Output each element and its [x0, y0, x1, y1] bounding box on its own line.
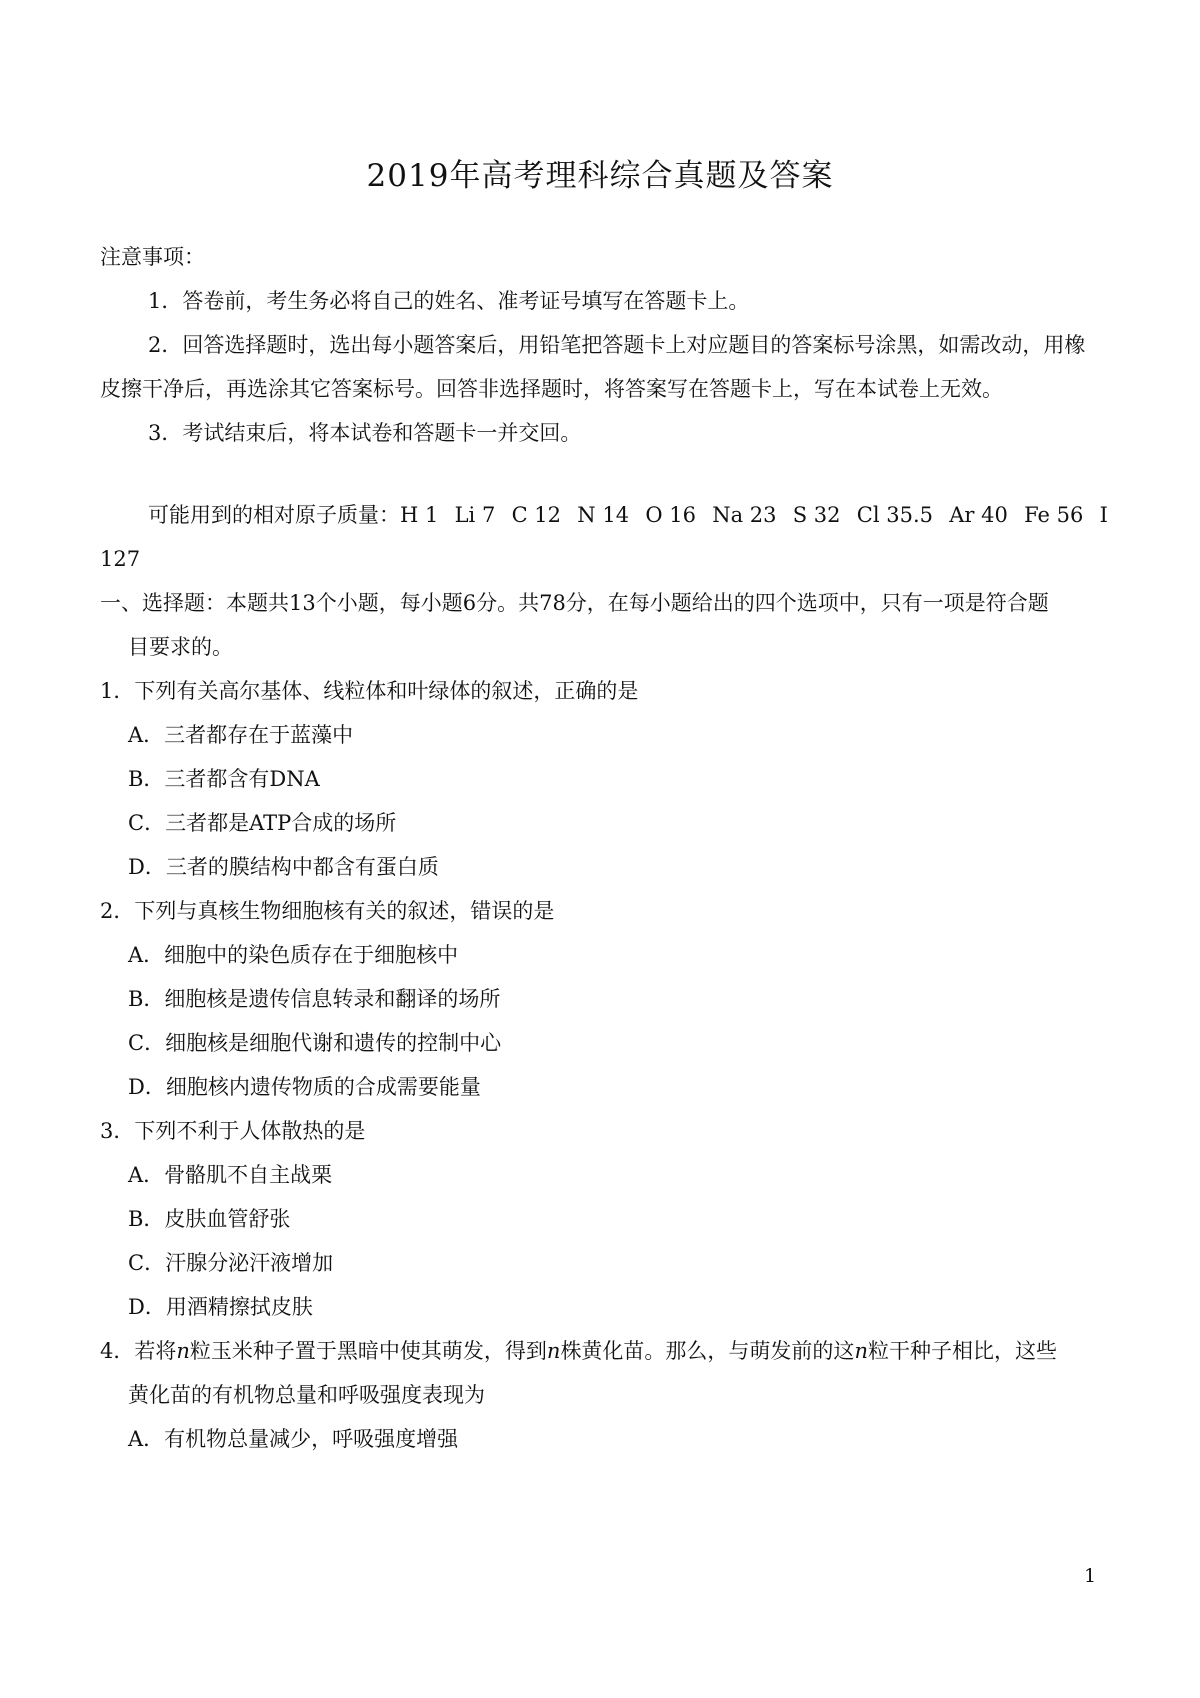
atomic-mass-item: S 32 [792, 503, 841, 527]
question-2-option-a: A．细胞中的染色质存在于细胞核中 [128, 943, 459, 967]
atomic-mass-continuation: 127 [100, 547, 141, 571]
atomic-mass-item: I [1099, 503, 1108, 527]
notice-item-1: 1．答卷前，考生务必将自己的姓名、准考证号填写在答题卡上。 [148, 289, 750, 313]
section-heading: 一、选择题：本题共13个小题，每小题6分。共78分，在每小题给出的四个选项中，只有一项是符合题 [100, 591, 1049, 615]
atomic-mass-item: Fe 56 [1024, 503, 1084, 527]
section-heading-continuation: 目要求的。 [128, 635, 233, 659]
atomic-mass-item: Li 7 [454, 503, 496, 527]
question-4-stem-part: 4．若将 [100, 1339, 177, 1363]
question-2-option-c: C．细胞核是细胞代谢和遗传的控制中心 [128, 1031, 502, 1055]
notice-item-3: 3．考试结束后，将本试卷和答题卡一并交回。 [148, 421, 582, 445]
notice-heading: 注意事项： [100, 245, 205, 269]
question-1-option-b: B．三者都含有DNA [128, 767, 320, 791]
question-3-option-b: B．皮肤血管舒张 [128, 1207, 291, 1231]
question-4-stem-continuation: 黄化苗的有机物总量和呼吸强度表现为 [128, 1383, 485, 1407]
atomic-mass-item: N 14 [577, 503, 630, 527]
atomic-mass-item: Ar 40 [949, 503, 1008, 527]
question-4-variable-n: n [546, 1339, 561, 1363]
question-1-option-c: C．三者都是ATP合成的场所 [128, 811, 397, 835]
question-4-stem-part: 株黄化苗。那么，与萌发前的这 [560, 1339, 855, 1363]
question-4-stem-part: 粒玉米种子置于黑暗中使其萌发，得到 [189, 1339, 547, 1363]
question-4-stem-part: 粒干种子相比，这些 [867, 1339, 1057, 1363]
question-4-variable-n: n [176, 1339, 190, 1363]
question-2-stem: 2．下列与真核生物细胞核有关的叙述，错误的是 [100, 899, 555, 923]
atomic-mass-item: O 16 [645, 503, 696, 527]
question-1-option-d: D．三者的膜结构中都含有蛋白质 [128, 855, 439, 879]
question-3-stem: 3．下列不利于人体散热的是 [100, 1119, 366, 1143]
atomic-mass-item: C 12 [511, 503, 562, 527]
atomic-mass-row [148, 501, 1108, 529]
question-4-variable-n: n [854, 1339, 868, 1363]
question-3-option-d: D．用酒精擦拭皮肤 [128, 1295, 313, 1319]
question-4-stem [100, 1337, 1057, 1365]
document-title: 2019年高考理科综合真题及答案 [366, 158, 834, 194]
question-3-option-a: A．骨骼肌不自主战栗 [128, 1163, 333, 1187]
question-3-option-c: C．汗腺分泌汗液增加 [128, 1251, 334, 1275]
question-4-option-a: A．有机物总量减少，呼吸强度增强 [128, 1427, 459, 1451]
question-2-option-d: D．细胞核内遗传物质的合成需要能量 [128, 1075, 481, 1099]
notice-item-2: 2．回答选择题时，选出每小题答案后，用铅笔把答题卡上对应题目的答案标号涂黑，如需改动，用橡 [148, 333, 1086, 357]
question-1-option-a: A．三者都存在于蓝藻中 [128, 723, 354, 747]
atomic-mass-label: 可能用到的相对原子质量：H 1 [148, 503, 439, 527]
page-number: 1 [1084, 1565, 1097, 1587]
question-1-stem: 1．下列有关高尔基体、线粒体和叶绿体的叙述，正确的是 [100, 679, 639, 703]
atomic-mass-item: Na 23 [712, 503, 777, 527]
question-2-option-b: B．细胞核是遗传信息转录和翻译的场所 [128, 987, 501, 1011]
atomic-mass-item: Cl 35.5 [856, 503, 933, 527]
notice-item-2-continuation: 皮擦干净后，再选涂其它答案标号。回答非选择题时，将答案写在答题卡上，写在本试卷上无效。 [100, 377, 1003, 401]
